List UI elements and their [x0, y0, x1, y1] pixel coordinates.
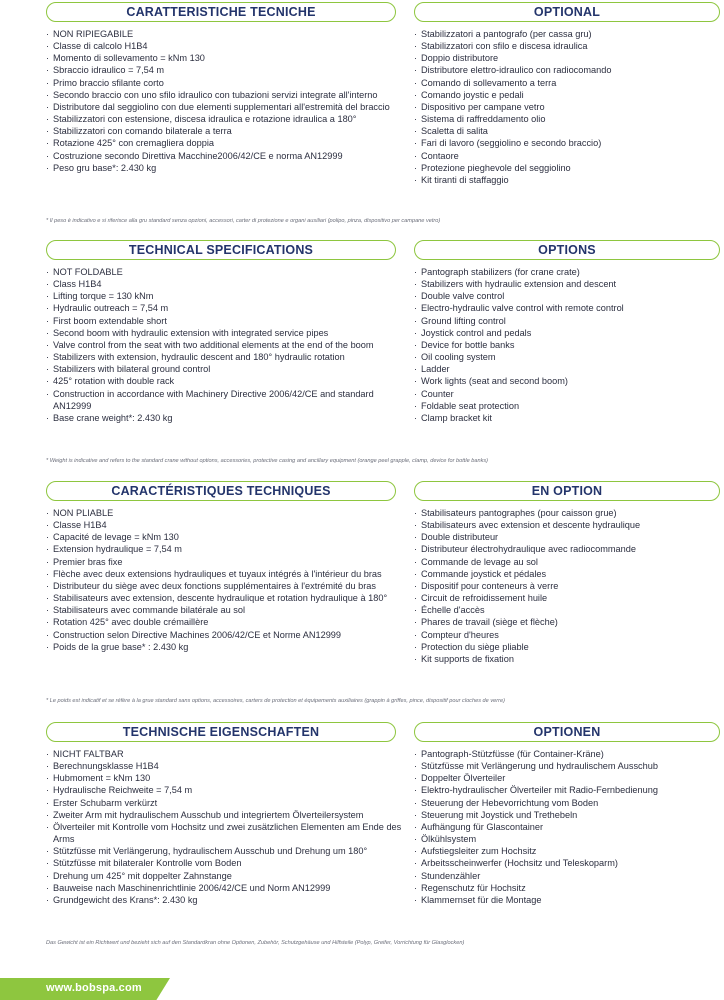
- list-item: · Échelle d'accès: [414, 604, 720, 616]
- list-item: · Joystick control and pedals: [414, 327, 720, 339]
- list-item: · Classe di calcolo H1B4: [46, 40, 406, 52]
- list-item: · NON PLIABLE: [46, 507, 406, 519]
- de-options-title: OPTIONEN: [414, 722, 720, 742]
- list-item: · Pantograph-Stützfüsse (für Container-Kräne): [414, 748, 720, 760]
- list-item: · Foldable seat protection: [414, 400, 720, 412]
- list-item: · Double distributeur: [414, 531, 720, 543]
- de-footnote: Das Gewicht ist ein Richtwert und bezieht sich auf den Standardkran ohne Optionen, Zubehör, Schutzgehäuse und Hilfsteile (Polyp, Greifer, Vorrichtung für Glasglocken): [46, 940, 465, 946]
- list-item: · NICHT FALTBAR: [46, 748, 406, 760]
- list-item: · Contaore: [414, 150, 720, 162]
- list-item: · Valve control from the seat with two additional elements at the end of the boom: [46, 339, 406, 351]
- list-item: · Secondo braccio con uno sfilo idraulico con tubazioni servizi integrate all'interno: [46, 89, 406, 101]
- list-item: · Stabilizzatori con sfilo e discesa idraulica: [414, 40, 720, 52]
- list-item: · Elektro-hydraulischer Ölverteiler mit Radio-Fernbedienung: [414, 784, 720, 796]
- list-item: · Rotation 425° avec double crémaillère: [46, 616, 406, 628]
- de-options-list: [414, 748, 720, 906]
- it-optional-title: OPTIONAL: [414, 2, 720, 22]
- fr-footnote: * Le poids est indicatif et se réfère à la grue standard sans options, accessoires, carters de protection et équipements auxiliaires (grappin à griffes, pince, dispositif pour cloches de verre): [46, 698, 505, 704]
- de-options-column: [414, 722, 720, 906]
- list-item: · Aufhängung für Glascontainer: [414, 821, 720, 833]
- list-item: · Clamp bracket kit: [414, 412, 720, 424]
- list-item: · Arbeitsscheinwerfer (Hochsitz und Teleskoparm): [414, 857, 720, 869]
- list-item: · Electro-hydraulic valve control with remote control: [414, 302, 720, 314]
- list-item: · Fari di lavoro (seggiolino e secondo braccio): [414, 137, 720, 149]
- list-item: · Stabilizers with hydraulic extension and descent: [414, 278, 720, 290]
- list-item: · Steuerung mit Joystick und Trethebeln: [414, 809, 720, 821]
- list-item: · Bauweise nach Maschinenrichtlinie 2006/42/CE und Norm AN12999: [46, 882, 406, 894]
- list-item: · 425° rotation with double rack: [46, 375, 406, 387]
- list-item: · Hydraulic outreach = 7,54 m: [46, 302, 406, 314]
- list-item: · Class H1B4: [46, 278, 406, 290]
- list-item: · Sistema di raffreddamento olio: [414, 113, 720, 125]
- list-item: · Aufstiegsleiter zum Hochsitz: [414, 845, 720, 857]
- list-item: · Distributeur électrohydraulique avec radiocommande: [414, 543, 720, 555]
- list-item: · Classe H1B4: [46, 519, 406, 531]
- fr-specs-title: CARACTÉRISTIQUES TECHNIQUES: [46, 481, 396, 501]
- list-item: · Circuit de refroidissement huile: [414, 592, 720, 604]
- en-specs-title: TECHNICAL SPECIFICATIONS: [46, 240, 396, 260]
- list-item: · Stabilizers with extension, hydraulic descent and 180° hydraulic rotation: [46, 351, 406, 363]
- list-item: · Capacité de levage = kNm 130: [46, 531, 406, 543]
- list-item: · Phares de travail (siège et flèche): [414, 616, 720, 628]
- list-item: · Stabilizzatori con comando bilaterale a terra: [46, 125, 406, 137]
- fr-specs-column: [46, 481, 406, 653]
- list-item: · First boom extendable short: [46, 315, 406, 327]
- list-item: · Distributeur du siège avec deux fonctions supplémentaires à l'extrémité du bras: [46, 580, 406, 592]
- list-item: · NON RIPIEGABILE: [46, 28, 406, 40]
- fr-specs-list: [46, 507, 406, 653]
- list-item: · Construction in accordance with Machinery Directive 2006/42/CE and standard AN12999: [46, 388, 406, 412]
- list-item: · Ölverteiler mit Kontrolle vom Hochsitz und zwei zusätzlichen Elementen am Ende des Arms: [46, 821, 406, 845]
- list-item: · Oil cooling system: [414, 351, 720, 363]
- de-specs-list: [46, 748, 406, 906]
- list-item: · Pantograph stabilizers (for crane crate): [414, 266, 720, 278]
- list-item: · Ladder: [414, 363, 720, 375]
- list-item: · Distributore dal seggiolino con due elementi supplementari all'estremità del braccio: [46, 101, 406, 113]
- en-footnote: * Weight is indicative and refers to the standard crane without options, accessories, protective casing and ancillary equipment (orange peel grapple, clamp, device for bottle banks): [46, 458, 489, 464]
- list-item: · Protection du siège pliable: [414, 641, 720, 653]
- list-item: · Grundgewicht des Krans*: 2.430 kg: [46, 894, 406, 906]
- list-item: · Primo braccio sfilante corto: [46, 77, 406, 89]
- list-item: · Work lights (seat and second boom): [414, 375, 720, 387]
- list-item: · Double valve control: [414, 290, 720, 302]
- list-item: · Base crane weight*: 2.430 kg: [46, 412, 406, 424]
- list-item: · Flèche avec deux extensions hydrauliques et tuyaux intégrés à l'intérieur du bras: [46, 568, 406, 580]
- list-item: · Kit supports de fixation: [414, 653, 720, 665]
- fr-options-list: [414, 507, 720, 665]
- list-item: · Second boom with hydraulic extension with integrated service pipes: [46, 327, 406, 339]
- list-item: · Hydraulische Reichweite = 7,54 m: [46, 784, 406, 796]
- it-optional-column: [414, 2, 720, 186]
- list-item: · Stabilizzatori con estensione, discesa idraulica e rotazione idraulica a 180°: [46, 113, 406, 125]
- list-item: · Regenschutz für Hochsitz: [414, 882, 720, 894]
- list-item: · Counter: [414, 388, 720, 400]
- list-item: · Dispositivo per campane vetro: [414, 101, 720, 113]
- list-item: · Stützfüsse mit Verlängerung und hydraulischem Ausschub: [414, 760, 720, 772]
- list-item: · Doppelter Ölverteiler: [414, 772, 720, 784]
- it-specs-list: [46, 28, 406, 174]
- list-item: · Hubmoment = kNm 130: [46, 772, 406, 784]
- en-options-list: [414, 266, 720, 424]
- list-item: · Zweiter Arm mit hydraulischem Ausschub und integriertem Ölverteilersystem: [46, 809, 406, 821]
- list-item: · Device for bottle banks: [414, 339, 720, 351]
- list-item: · Kit tiranti di staffaggio: [414, 174, 720, 186]
- list-item: · Construction selon Directive Machines 2006/42/CE et Norme AN12999: [46, 629, 406, 641]
- list-item: · Steuerung der Hebevorrichtung vom Boden: [414, 797, 720, 809]
- list-item: · Stützfüsse mit Verlängerung, hydraulischem Ausschub und Drehung um 180°: [46, 845, 406, 857]
- list-item: · Scaletta di salita: [414, 125, 720, 137]
- en-specs-column: [46, 240, 406, 424]
- en-options-title: OPTIONS: [414, 240, 720, 260]
- list-item: · Erster Schubarm verkürzt: [46, 797, 406, 809]
- list-item: · Stabilisateurs pantographes (pour caisson grue): [414, 507, 720, 519]
- list-item: · Comando di sollevamento a terra: [414, 77, 720, 89]
- list-item: · Stabilisateurs avec extension, descente hydraulique et rotation hydraulique à 180°: [46, 592, 406, 604]
- list-item: · Protezione pieghevole del seggiolino: [414, 162, 720, 174]
- list-item: · Stundenzähler: [414, 870, 720, 882]
- list-item: · Distributore elettro-idraulico con radiocomando: [414, 64, 720, 76]
- list-item: · Drehung um 425° mit doppelter Zahnstange: [46, 870, 406, 882]
- list-item: · Stabilisateurs avec extension et descente hydraulique: [414, 519, 720, 531]
- it-specs-column: [46, 2, 406, 174]
- list-item: · Extension hydraulique = 7,54 m: [46, 543, 406, 555]
- list-item: · Peso gru base*: 2.430 kg: [46, 162, 406, 174]
- it-optional-list: [414, 28, 720, 186]
- fr-options-title: EN OPTION: [414, 481, 720, 501]
- list-item: · Stabilizzatori a pantografo (per cassa gru): [414, 28, 720, 40]
- list-item: · Costruzione secondo Direttiva Macchine2006/42/CE e norma AN12999: [46, 150, 406, 162]
- list-item: · Ground lifting control: [414, 315, 720, 327]
- list-item: · Commande de levage au sol: [414, 556, 720, 568]
- list-item: · Stützfüsse mit bilateraler Kontrolle vom Boden: [46, 857, 406, 869]
- list-item: · Klammernset für die Montage: [414, 894, 720, 906]
- list-item: · Ölkühlsystem: [414, 833, 720, 845]
- de-specs-column: [46, 722, 406, 906]
- list-item: · Compteur d'heures: [414, 629, 720, 641]
- en-options-column: [414, 240, 720, 424]
- list-item: · Dispositif pour conteneurs à verre: [414, 580, 720, 592]
- list-item: · Stabilizers with bilateral ground control: [46, 363, 406, 375]
- list-item: · Rotazione 425° con cremagliera doppia: [46, 137, 406, 149]
- list-item: · Doppio distributore: [414, 52, 720, 64]
- website-link[interactable]: www.bobspa.com: [46, 982, 142, 994]
- list-item: · Berechnungsklasse H1B4: [46, 760, 406, 772]
- list-item: · Comando joystic e pedali: [414, 89, 720, 101]
- it-specs-title: CARATTERISTICHE TECNICHE: [46, 2, 396, 22]
- list-item: · Sbraccio idraulico = 7,54 m: [46, 64, 406, 76]
- list-item: · NOT FOLDABLE: [46, 266, 406, 278]
- en-specs-list: [46, 266, 406, 424]
- it-footnote: * Il peso è indicativo e si riferisce alla gru standard senza opzioni, accessori, carter di protezione e organi ausiliari (polipo, pinza, dispositivo per campane vetro): [46, 218, 441, 224]
- fr-options-column: [414, 481, 720, 665]
- list-item: · Lifting torque = 130 kNm: [46, 290, 406, 302]
- list-item: · Stabilisateurs avec commande bilatérale au sol: [46, 604, 406, 616]
- de-specs-title: TECHNISCHE EIGENSCHAFTEN: [46, 722, 396, 742]
- list-item: · Momento di sollevamento = kNm 130: [46, 52, 406, 64]
- list-item: · Poids de la grue base* : 2.430 kg: [46, 641, 406, 653]
- list-item: · Premier bras fixe: [46, 556, 406, 568]
- list-item: · Commande joystick et pédales: [414, 568, 720, 580]
